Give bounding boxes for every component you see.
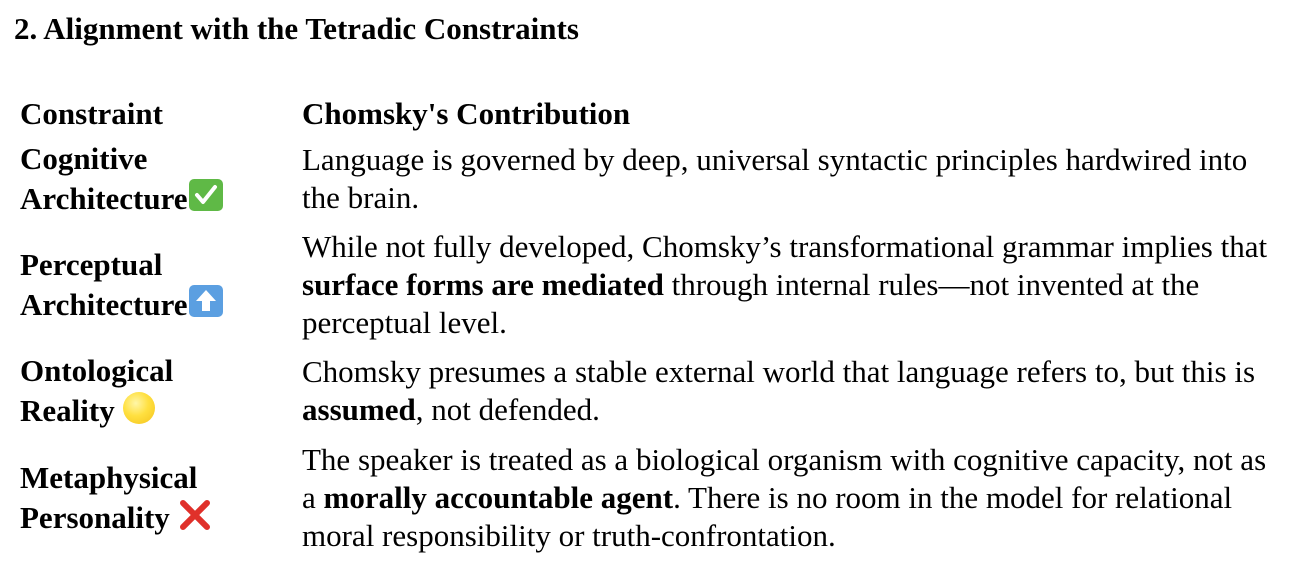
contribution-text: Language is governed by deep, universal syntactic principles hardwired into the brain. <box>302 142 1248 215</box>
table-row <box>20 350 1280 432</box>
section-heading: 2. Alignment with the Tetradic Constraints <box>14 11 579 46</box>
contribution-emphasis: surface forms are mediated <box>302 267 664 302</box>
constraint-cell <box>20 139 302 219</box>
constraints-table <box>20 92 1280 558</box>
contribution-cell <box>302 353 1280 429</box>
constraint-name-text: Personality <box>20 500 170 535</box>
table-row <box>20 138 1280 220</box>
constraint-name-text: Architecture <box>20 287 188 322</box>
constraint-name-text: Reality <box>20 393 115 428</box>
constraint-name-line: Metaphysical <box>20 460 198 495</box>
up-arrow-button-icon <box>189 285 223 317</box>
contribution-emphasis: assumed <box>302 392 416 427</box>
constraint-cell <box>20 245 302 325</box>
constraint-name-line-2 <box>20 498 302 538</box>
constraint-name-text: Architecture <box>20 181 188 216</box>
column-header-contribution: Chomsky's Contribution <box>302 96 631 131</box>
red-cross-mark-icon <box>178 498 212 532</box>
column-header-constraint: Constraint <box>20 96 163 131</box>
constraint-name-line-2 <box>20 391 302 431</box>
constraint-cell <box>20 458 302 538</box>
contribution-cell <box>302 228 1280 342</box>
contribution-emphasis: morally accountable agent <box>323 480 674 515</box>
constraint-name-line-2 <box>20 179 302 219</box>
constraint-name-line: Cognitive <box>20 141 148 176</box>
constraint-name-line-2 <box>20 285 302 325</box>
contribution-text: Chomsky presumes a stable external world that language refers to, but this is <box>302 354 1256 389</box>
constraint-cell <box>20 351 302 431</box>
contribution-text: The speaker is treated as a biological organism with cognitive capacity, not as a <box>302 442 1267 515</box>
table-header-row <box>20 92 1280 136</box>
contribution-cell <box>302 141 1280 217</box>
constraint-name-line: Ontological <box>20 353 174 388</box>
table-row <box>20 226 1280 344</box>
contribution-text: . There is no room in the model for relational moral responsibility or truth-confrontation. <box>302 480 1233 553</box>
table-row <box>20 438 1280 558</box>
constraint-name-line: Perceptual <box>20 247 163 282</box>
yellow-circle-icon <box>123 392 155 424</box>
check-mark-button-icon <box>189 179 223 211</box>
contribution-text: through internal rules—not invented at the perceptual level. <box>302 267 1200 340</box>
contribution-text: While not fully developed, Chomsky’s transformational grammar implies that <box>302 229 1268 264</box>
contribution-text: , not defended. <box>415 392 600 427</box>
contribution-cell <box>302 441 1280 555</box>
